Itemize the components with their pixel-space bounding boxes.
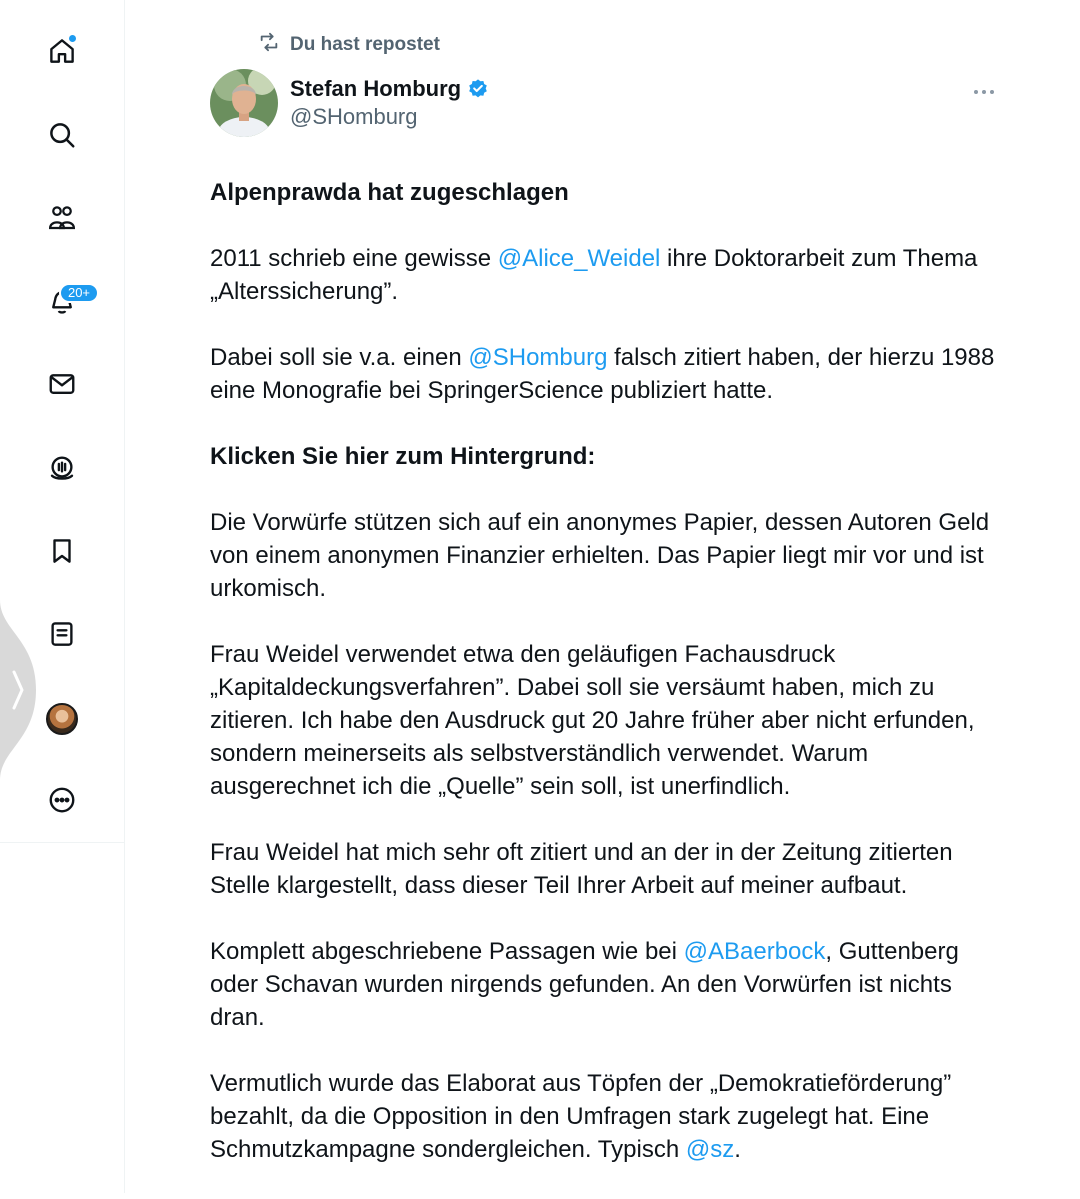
text-span: Dabei soll sie v.a. einen	[210, 344, 469, 371]
mention-link[interactable]: @Alice_Weidel	[497, 245, 661, 272]
text-span: , Guttenberg oder Schavan wurden nirgends gefunden. An den Vorwürfen ist nichts dran.	[210, 938, 959, 1031]
nav-home[interactable]	[42, 33, 82, 73]
notifications-badge: 20+	[59, 283, 99, 303]
search-icon	[47, 120, 77, 155]
text-span: Komplett abgeschriebene Passagen wie bei	[210, 938, 684, 965]
text-span: .	[734, 1136, 741, 1163]
text-span: falsch zitiert haben, der hierzu 1988 eine Monografie bei SpringerScience publiziert hatte.	[210, 344, 995, 404]
tweet-paragraph-8	[210, 935, 1010, 1034]
tweet-paragraph-9	[210, 1067, 1010, 1166]
nav-profile[interactable]	[42, 699, 82, 739]
profile-avatar	[46, 703, 78, 735]
more-circle-icon	[47, 785, 77, 820]
drawer-handle[interactable]	[0, 600, 38, 780]
tweet-paragraph-7: Frau Weidel hat mich sehr oft zitiert und an der in der Zeitung zitierten Stelle klargestellt, dass dieser Teil Ihrer Arbeit auf meiner aufbaut.	[210, 839, 953, 899]
nav-search[interactable]	[42, 117, 82, 157]
author-handle[interactable]: @SHomburg	[290, 104, 418, 129]
nav-more[interactable]	[42, 782, 82, 822]
repost-icon	[258, 31, 280, 59]
text-span: ihre Doktorarbeit zum Thema „Alterssicherung”.	[210, 245, 978, 305]
lists-icon	[47, 619, 77, 654]
tweet-body	[210, 176, 1010, 1199]
new-posts-dot	[69, 35, 76, 42]
text-span: Vermutlich wurde das Elaborat aus Töpfen der „Demokratieförderung” bezahlt, da die Opposition in den Umfragen stark zugelegt hat. Eine Schmutzkampagne sondergleichen. Typisch	[210, 1070, 952, 1163]
tweet-paragraph-2	[210, 242, 1010, 308]
messages-icon	[47, 369, 77, 404]
repost-label: Du hast repostet	[290, 34, 440, 55]
tweet-paragraph-5: Die Vorwürfe stützen sich auf ein anonymes Papier, dessen Autoren Geld von einem anonymen Finanzier erhielten. Das Papier liegt mir vor und ist urkomisch.	[210, 509, 990, 602]
tweet-paragraph-1: Alpenprawda hat zugeschlagen	[210, 179, 569, 206]
tweet-paragraph-4: Klicken Sie hier zum Hintergrund:	[210, 443, 596, 470]
text-span: 2011 schrieb eine gewisse	[210, 245, 498, 272]
tweet-paragraph-3	[210, 341, 1010, 407]
repost-indicator	[258, 31, 440, 59]
sidebar-divider	[0, 842, 125, 843]
spaces-icon	[47, 452, 77, 487]
nav-messages[interactable]	[42, 366, 82, 406]
sidebar-nav	[0, 0, 125, 1193]
communities-icon	[47, 203, 77, 238]
mention-link[interactable]: @sz	[685, 1136, 735, 1163]
tweet-paragraph-6: Frau Weidel verwendet etwa den geläufigen Fachausdruck „Kapitaldeckungsverfahren”. Dabei soll sie versäumt haben, mich zu zitieren. Ich habe den Ausdruck gut 20 Jahre früher aber nicht erfunden, sondern meinerseits als selbstverständlich verwendet. Warum ausgerechnet ich die „Quelle” sein soll, ist unerfindlich.	[210, 641, 975, 800]
mention-link[interactable]: @SHomburg	[468, 344, 608, 371]
nav-lists[interactable]	[42, 616, 82, 656]
bookmark-icon	[47, 536, 77, 571]
author-name-row	[290, 76, 489, 102]
post-more-button[interactable]	[970, 80, 998, 102]
mention-link[interactable]: @ABaerbock	[683, 938, 826, 965]
author-avatar[interactable]	[210, 69, 278, 137]
more-dots-icon	[973, 82, 995, 100]
verified-badge-icon	[467, 78, 489, 100]
author-name[interactable]: Stefan Homburg	[290, 76, 462, 101]
nav-notifications[interactable]	[42, 283, 91, 323]
nav-bookmarks[interactable]	[42, 533, 82, 573]
nav-communities[interactable]	[42, 200, 82, 240]
nav-spaces[interactable]	[42, 449, 82, 489]
